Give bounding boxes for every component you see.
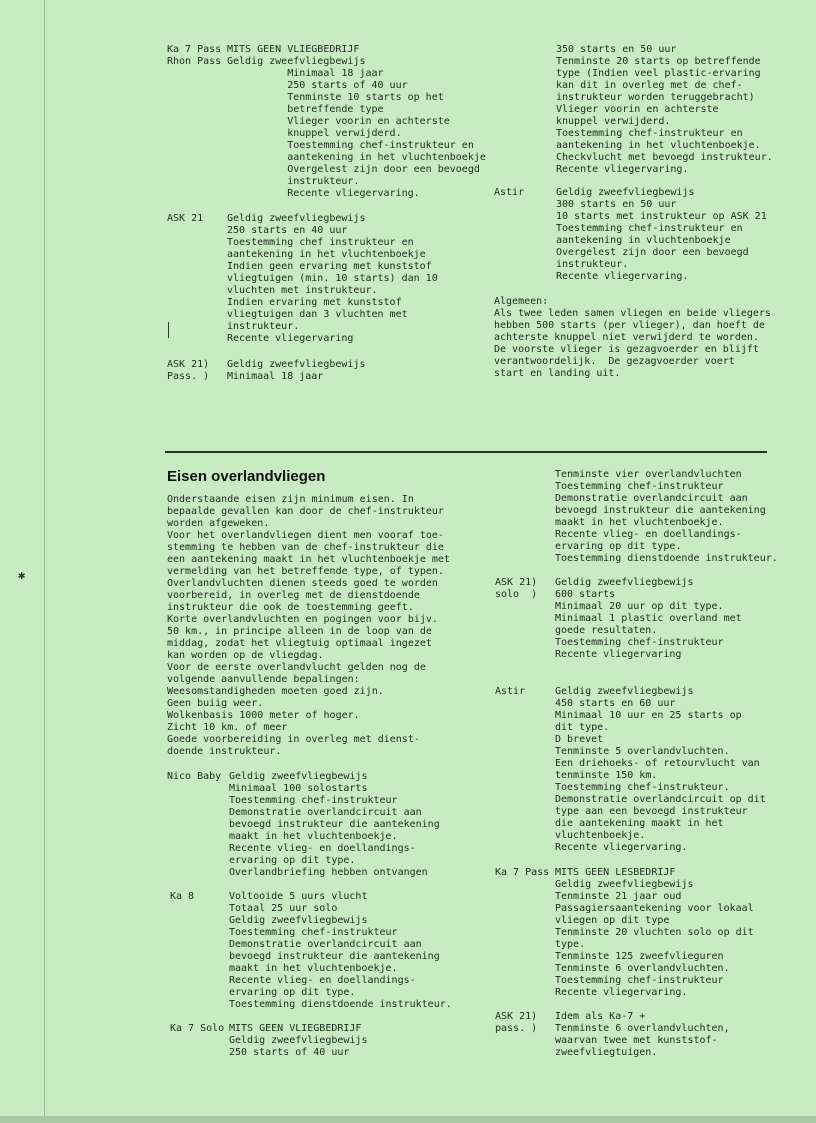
entry-text: MITS GEEN VLIEGBEDRIJF Geldig zweefvliegbewijs Minimaal 18 jaar 250 starts of 40 uur Tenminste 10 starts op het betreffende type Vlieger voorin en achterste knuppel verwijderd. Toestemming chef-instrukteur en aantekening in het vluchtenboekje Overgelest zijn door een bevoegd instrukteur. Recente vliegervaring. — [227, 44, 486, 199]
entry-text: Geldig zweefvliegbewijs 300 starts en 50 uur 10 starts met instrukteur op ASK 21 Toestemming chef-instrukteur en aantekening in vluchtenboekje Overgelest zijn door een bevoegd instrukteur. Recente vliegervaring. — [556, 187, 767, 282]
entry-text: Geldig zweefvliegbewijs 450 starts en 60 uur Minimaal 10 uur en 25 starts op dit type. D brevet Tenminste 5 overlandvluchten. Een driehoeks- of retourvlucht van tenminste 150 km. Toestemming chef-instrukteur. Demonstratie overlandcircuit op dit type aan een bevoegd instrukteur die aantekening maakt in het vluchtenboekje. Recente vliegervaring. — [555, 686, 766, 853]
section-heading: Eisen overlandvliegen — [167, 468, 326, 485]
entry-label: Ka 7 Pass — [495, 867, 550, 878]
intro-text: Onderstaande eisen zijn minimum eisen. In bepaalde gevallen kan door de chef-instrukteur worden afgeweken. Voor het overlandvliegen dient men vooraf toe- stemming te hebben van de chef-instrukteur die een aantekening maakt in het vluchtenboekje met vermelding van het betreffende type, of typen. Overlandvluchten dienen steeds goed te worden voorbereid, in overleg met de dienstdoende instrukteur die ook de toestemming geeft. Korte overlandvluchten en pogingen voor bijv. 50 km., in principe alleen in de loop van de middag, zodat het vliegtuig optimaal ingezet kan worden op de vliegdag. Voor de eerste overlandvlucht gelden nog de volgende aanvullende bepalingen: Weesomstandigheden moeten goed zijn. Geen buiig weer. Wolkenbasis 1000 meter of hoger. Zicht 10 km. of meer Goede voorbereiding in overleg met dienst- doende instrukteur. — [167, 494, 450, 757]
entry-text: MITS GEEN LESBEDRIJF Geldig zweefvliegbewijs Tenminste 21 jaar oud Passagiersaantekening voor lokaal vliegen op dit type Tenminste 20 vluchten solo op dit type. Tenminste 125 zweefvlieguren Tenminste 6 overlandvluchten. Toestemming chef-instrukteur Recente vliegervaring. — [555, 867, 754, 998]
entry-ka7-pass-overland — [495, 867, 785, 999]
entry-text: Geldig zweefvliegbewijs 600 starts Minimaal 20 uur op dit type. Minimaal 1 plastic overland met goede resultaten. Toestemming chef-instrukteur Recente vliegervaring — [555, 577, 742, 660]
entry-text: Idem als Ka-7 + Tenminste 6 overlandvluchten, waarvan twee met kunststof- zweefvliegtuigen. — [555, 1011, 730, 1058]
entry-ask21-pass — [167, 359, 467, 383]
entry-text: Geldig zweefvliegbewijs Minimaal 18 jaar — [227, 359, 366, 382]
algemeen-note: Algemeen: Als twee leden samen vliegen en beide vliegers hebben 500 starts (per vlieger), dan hoeft de achterste knuppel niet verwijderd te worden. De voorste vlieger is gezagvoerder en blijft verantwoordelijk. De gezagvoerder voert start en landing uit. — [494, 296, 771, 379]
entry-ka7-solo — [170, 1023, 470, 1059]
entry-label: Ka 7 Solo — [170, 1023, 225, 1034]
entry-label: ASK 21) pass. ) — [495, 1011, 538, 1034]
entry-label: Ka 8 — [170, 891, 195, 902]
entry-label: Ka 7 Pass Rhon Pass — [167, 44, 222, 67]
entry-label: Nico Baby — [167, 771, 222, 782]
entry-label: ASK 21 — [167, 213, 204, 224]
entry-ka8 — [170, 891, 470, 1011]
entry-ask21-solo — [495, 577, 785, 661]
entry-astir-overland — [495, 686, 785, 854]
continued-text-lower-right: Tenminste vier overlandvluchten Toestemming chef-instrukteur Demonstratie overlandcircuit aan bevoegd instrukteur die aantekening maakt in het vluchtenboekje. Recente vlieg- en doellandings- ervaring op dit type. Toestemming dienstdoende instrukteur. — [555, 469, 778, 564]
entry-ask21 — [167, 213, 467, 345]
entry-ask21-pass-overland — [495, 1011, 785, 1059]
entry-astir — [494, 187, 784, 283]
entry-text: Geldig zweefvliegbewijs 250 starts en 40 uur Toestemming chef instrukteur en aantekening in het vluchtenboekje Indien geen ervaring met kunststof vliegtuigen (min. 10 starts) dan 10 vluchten met instrukteur. Indien ervaring met kunststof vliegtuigen dan 3 vluchten met instrukteur. Recente vliegervaring — [227, 213, 438, 344]
continued-text-upper-right: 350 starts en 50 uur Tenminste 20 starts op betreffende type (Indien veel plastic-ervaring kan dit in overleg met de chef- instrukteur worden teruggebracht) Vlieger voorin en achterste knuppel verwijderd. Toestemming chef-instrukteur en aantekening in het vluchtenboekje. Checkvlucht met bevoegd instrukteur. Recente vliegervaring. — [556, 44, 773, 175]
entry-text: MITS GEEN VLIEGBEDRIJF Geldig zweefvliegbewijs 250 starts of 40 uur — [229, 1023, 368, 1058]
entry-label: Astir — [494, 187, 525, 198]
section-divider — [165, 451, 767, 453]
entry-label: ASK 21) solo ) — [495, 577, 538, 600]
entry-nico-baby — [167, 771, 467, 879]
side-mark-glyph: ✱ — [18, 568, 26, 582]
entry-label: Astir — [495, 686, 526, 697]
page-bottom-edge — [0, 1116, 816, 1123]
entry-label: ASK 21) Pass. ) — [167, 359, 210, 382]
entry-text: Geldig zweefvliegbewijs Minimaal 100 solostarts Toestemming chef-instrukteur Demonstratie overlandcircuit aan bevoegd instrukteur die aantekening maakt in het vluchtenboekje. Recente vlieg- en doellandings- ervaring op dit type. Overlandbriefing hebben ontvangen — [229, 771, 440, 878]
entry-text: Voltooide 5 uurs vlucht Totaal 25 uur solo Geldig zweefvliegbewijs Toestemming chef-instrukteur Demonstratie overlandcircuit aan bevoegd instrukteur die aantekening maakt in het vluchtenboekje. Recente vlieg- en doellandings- ervaring op dit type. Toestemming dienstdoende instrukteur. — [229, 891, 452, 1010]
entry-ka7-pass-rhon — [167, 44, 486, 200]
page-edge-line — [44, 0, 45, 1123]
